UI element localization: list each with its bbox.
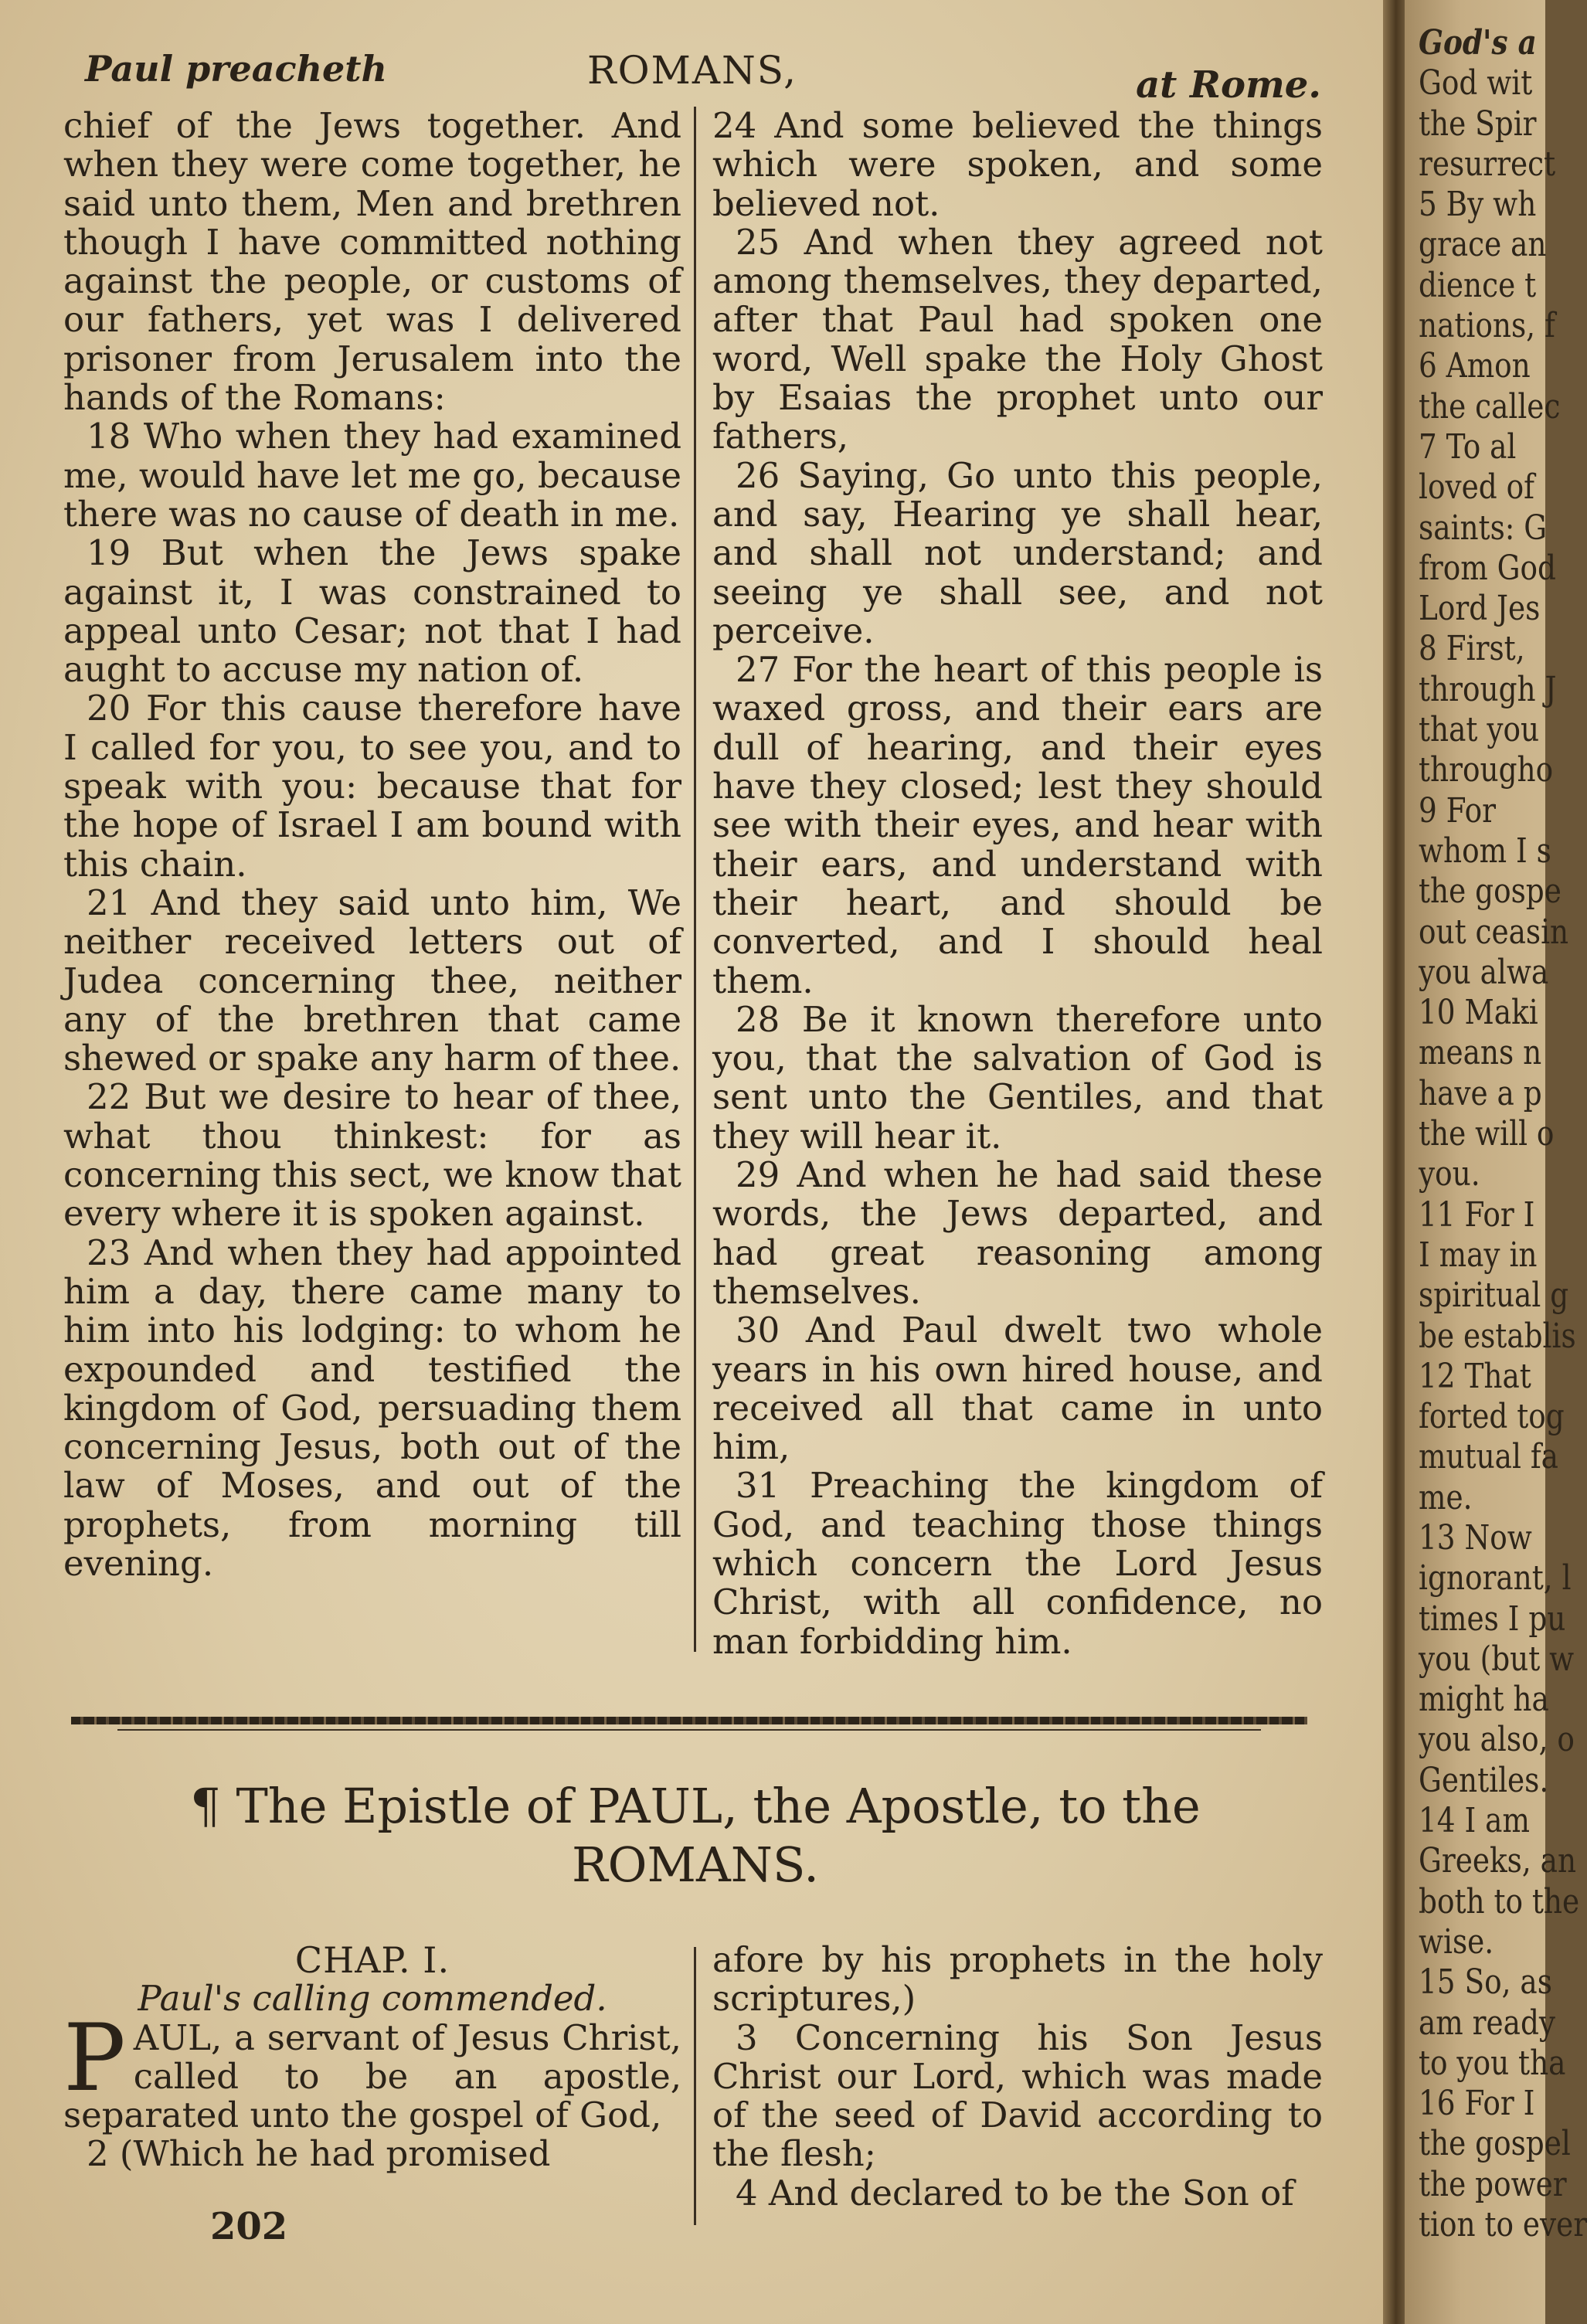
facing-page-line: means n bbox=[1419, 1033, 1542, 1073]
epistle-title bbox=[77, 1777, 1313, 1894]
verse-26: 26 Saying, Go unto this people, and say, Hearing ye shall hear, and shall not understand; and seeing ye shall see, and not perceive. bbox=[712, 454, 1323, 651]
facing-page-line: both to the bbox=[1419, 1881, 1580, 1921]
facing-page-line: from God bbox=[1419, 548, 1556, 588]
facing-page-line: resurrect bbox=[1419, 144, 1556, 184]
facing-page-line: to you tha bbox=[1419, 2043, 1566, 2083]
verse-30: 30 And Paul dwelt two whole years in his own hired house, and received all that came in unto him, bbox=[712, 1310, 1323, 1468]
verse-3: 3 Concerning his Son Jesus Christ our Lord, which was made of the seed of David according to the flesh; bbox=[712, 2017, 1323, 2175]
facing-page-line: 15 So, as bbox=[1419, 1962, 1552, 2003]
facing-page-line: spiritual g bbox=[1419, 1276, 1569, 1316]
running-header bbox=[85, 48, 1321, 107]
facing-page-line: Gentiles. bbox=[1419, 1760, 1549, 1800]
header-book-title: ROMANS, bbox=[587, 48, 798, 93]
page-number: 202 bbox=[210, 2205, 288, 2248]
facing-page-line: loved of bbox=[1419, 467, 1534, 508]
facing-page-line: you alwa bbox=[1419, 952, 1549, 992]
facing-page-line: you. bbox=[1419, 1154, 1480, 1194]
right-column-romans bbox=[712, 1941, 1323, 2213]
left-column-romans bbox=[63, 1941, 681, 2174]
ornamental-divider bbox=[71, 1714, 1307, 1734]
facing-page-line: the gospe bbox=[1419, 872, 1562, 912]
verse-25: 25 And when they agreed not among themselves, they departed, after that Paul had spoken one word, Well spake the Holy Ghost by Esaias the prophet unto our fathers, bbox=[712, 221, 1323, 457]
facing-page-line: I may in bbox=[1419, 1235, 1538, 1275]
facing-page-line: mutual fa bbox=[1419, 1437, 1558, 1477]
facing-page-line: 7 To al bbox=[1419, 426, 1517, 467]
verse-1-text: AUL, a servant of Jesus Christ, called to be an apostle, separated unto the gospel of God, bbox=[63, 2017, 681, 2136]
facing-page-line: God wit bbox=[1419, 63, 1533, 104]
verse-2-continued: afore by his prophets in the holy scriptures,) bbox=[712, 1939, 1323, 2020]
facing-page-line: nations, f bbox=[1419, 306, 1555, 346]
facing-page-line: forted tog bbox=[1419, 1397, 1565, 1437]
drop-cap: P bbox=[63, 2004, 126, 2112]
header-left: Paul preacheth bbox=[85, 48, 387, 90]
facing-page-line: the will o bbox=[1419, 1114, 1555, 1154]
header-right: at Rome. bbox=[1136, 63, 1321, 107]
facing-page-line: Greeks, an bbox=[1419, 1841, 1577, 1881]
verse-1 bbox=[63, 2004, 681, 2136]
facing-page-line: times I pu bbox=[1419, 1599, 1566, 1639]
facing-page-line: 5 By wh bbox=[1419, 185, 1537, 225]
facing-page-line: througho bbox=[1419, 750, 1554, 790]
facing-page-line: 8 First, bbox=[1419, 629, 1525, 669]
chapter-summary: Paul's calling commended. bbox=[138, 1978, 607, 2020]
facing-page-line: 9 For bbox=[1419, 790, 1496, 831]
facing-page-line: 10 Maki bbox=[1419, 993, 1538, 1033]
verse-18: 18 Who when they had examined me, would have let me go, because there was no cause of death in me. bbox=[63, 416, 681, 535]
facing-page-line: 6 Amon bbox=[1419, 346, 1531, 386]
facing-page-edge bbox=[1405, 0, 1587, 2324]
facing-page-line: be establis bbox=[1419, 1316, 1576, 1356]
verse-19: 19 But when the Jews spake against it, I was constrained to appeal unto Cesar; not that I had aught to accuse my nation of. bbox=[63, 532, 681, 691]
divider-thick-rule bbox=[71, 1717, 1307, 1724]
verse-23: 23 And when they had appointed him a day, there came many to him into his lodging: to whom he expounded and testified the kingdom of God, persuading them concerning Jesus, both out of the law of Moses, and out of the prophets, from morning till evening. bbox=[63, 1232, 681, 1584]
verse-28: 28 Be it known therefore unto you, that the salvation of God is sent unto the Gentiles, and that they will hear it. bbox=[712, 998, 1323, 1157]
facing-page-line: grace an bbox=[1419, 225, 1547, 265]
facing-page-line: 13 Now bbox=[1419, 1517, 1532, 1558]
verse-21: 21 And they said unto him, We neither received letters out of Judea concerning thee, neither any of the brethren that came shewed or spake any harm of thee. bbox=[63, 882, 681, 1079]
verse-27: 27 For the heart of this people is waxed gross, and their ears are dull of hearing, and their eyes have they closed; lest they should see with their eyes, and hear with their ears, and understand with their heart, and should be converted, and I should heal them. bbox=[712, 649, 1323, 1001]
verse-text: chief of the Jews together. And when they were come together, he said unto them, Men and brethren though I have committed nothing against the people, or customs of our fathers, yet was I delivered prisoner from Jerusalem into the hands of the Romans: bbox=[63, 105, 681, 419]
verse-20: 20 For this cause therefore have I called for you, to see you, and to speak with you: because that for the hope of Israel I am bound with this chain. bbox=[63, 688, 681, 885]
facing-page-line: saints: G bbox=[1419, 508, 1548, 548]
verse-24: 24 And some believed the things which were spoken, and some believed not. bbox=[712, 105, 1323, 224]
facing-page-line: the gospel bbox=[1419, 2124, 1571, 2164]
facing-page-line: the Spir bbox=[1419, 104, 1537, 144]
facing-page-line: 14 I am bbox=[1419, 1801, 1530, 1841]
facing-page-line: wise. bbox=[1419, 1921, 1494, 1962]
verse-31: 31 Preaching the kingdom of God, and teaching those things which concern the Lord Jesus Christ, with all confidence, no man forbidding him. bbox=[712, 1465, 1323, 1662]
divider-thin-rule bbox=[117, 1729, 1261, 1731]
facing-page-line: might ha bbox=[1419, 1680, 1549, 1720]
right-column-acts bbox=[712, 107, 1323, 1661]
facing-page-line: you (but w bbox=[1419, 1639, 1575, 1679]
verse-29: 29 And when he had said these words, the Jews departed, and had great reasoning among themselves. bbox=[712, 1154, 1323, 1312]
facing-page-line: 11 For I bbox=[1419, 1194, 1535, 1235]
facing-page-line: out ceasin bbox=[1419, 912, 1569, 952]
epistle-title-line1: ¶ The Epistle of PAUL, the Apostle, to the bbox=[190, 1778, 1201, 1834]
facing-page-line: am ready bbox=[1419, 2003, 1556, 2043]
facing-page-line: tion to ever bbox=[1419, 2205, 1587, 2245]
facing-page-line: God's a bbox=[1419, 23, 1537, 63]
facing-page-text bbox=[1419, 23, 1587, 2245]
facing-page-line: dience t bbox=[1419, 265, 1537, 305]
facing-page-line: Lord Jes bbox=[1419, 589, 1541, 629]
facing-page-line: you also, o bbox=[1419, 1720, 1575, 1760]
facing-page-line: 12 That bbox=[1419, 1356, 1531, 1396]
chapter-heading: CHAP. I. bbox=[294, 1939, 450, 1981]
facing-page-line: me. bbox=[1419, 1477, 1473, 1517]
left-column-acts bbox=[63, 107, 681, 1583]
facing-page-line: 16 For I bbox=[1419, 2084, 1535, 2124]
book-gutter bbox=[1383, 0, 1405, 2324]
facing-page-line: the power bbox=[1419, 2164, 1567, 2204]
facing-page-line: have a p bbox=[1419, 1073, 1542, 1113]
verse-4: 4 And declared to be the Son of bbox=[736, 2172, 1294, 2214]
column-divider-top bbox=[694, 107, 696, 1652]
facing-page-line: the callec bbox=[1419, 386, 1561, 426]
facing-page-line: ignorant, l bbox=[1419, 1558, 1572, 1599]
verse-2: 2 (Which he had promised bbox=[87, 2133, 551, 2175]
facing-page-line: through J bbox=[1419, 669, 1557, 709]
epistle-title-line2: ROMANS. bbox=[572, 1836, 819, 1893]
facing-page-line: whom I s bbox=[1419, 831, 1551, 871]
column-divider-bottom bbox=[694, 1947, 696, 2225]
verse-22: 22 But we desire to hear of thee, what thou thinkest: for as concerning this sect, we know that every where it is spoken against. bbox=[63, 1076, 681, 1235]
facing-page-line: that you bbox=[1419, 710, 1540, 750]
